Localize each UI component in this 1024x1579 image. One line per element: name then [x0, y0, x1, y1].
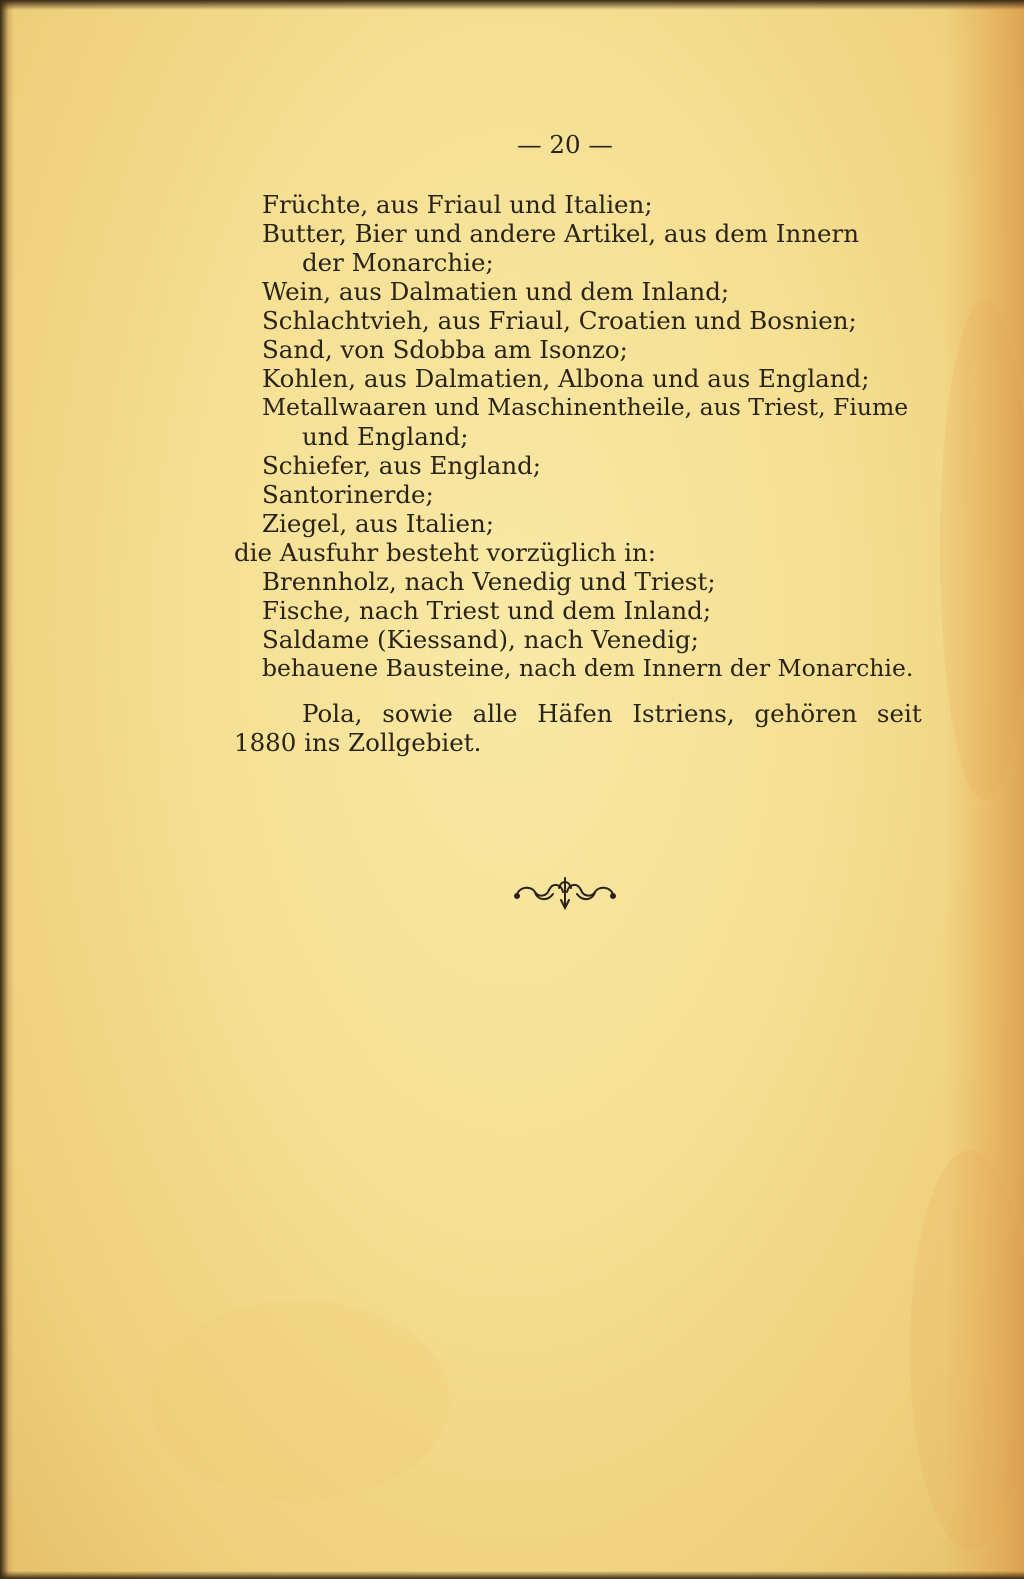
page-edge-bottom — [0, 1571, 1024, 1579]
paragraph-line: Pola, sowie alle Häfen Istriens, gehören seit — [302, 699, 922, 728]
paper-stain — [150, 1300, 450, 1500]
export-line: Brennholz, nach Venedig und Triest; — [262, 567, 716, 596]
paragraph-line: 1880 ins Zollgebiet. — [234, 728, 482, 757]
import-line: Santorinerde; — [262, 480, 434, 509]
export-heading-line: die Ausfuhr besteht vorzüglich in: — [234, 538, 656, 567]
import-line: Früchte, aus Friaul und Italien; — [262, 190, 653, 219]
page-edge-right — [944, 0, 1024, 1579]
import-line: Metallwaaren und Maschinentheile, aus Triest, Fiume — [262, 393, 909, 421]
ornament-flourish — [513, 872, 617, 912]
page-edge-top — [0, 0, 1024, 10]
import-line: Schlachtvieh, aus Friaul, Croatien und Bosnien; — [262, 306, 857, 335]
export-line: Fische, nach Triest und dem Inland; — [262, 596, 712, 625]
import-line: Butter, Bier und andere Artikel, aus dem Innern — [262, 219, 860, 248]
import-line: Schiefer, aus England; — [262, 451, 542, 480]
import-line: Wein, aus Dalmatien und dem Inland; — [262, 277, 730, 306]
export-line: Saldame (Kiessand), nach Venedig; — [262, 625, 699, 654]
export-line: behauene Bausteine, nach dem Innern der Monarchie. — [262, 654, 914, 682]
page-number: — 20 — — [517, 130, 613, 159]
import-line: Ziegel, aus Italien; — [262, 509, 495, 538]
import-line: Kohlen, aus Dalmatien, Albona und aus England; — [262, 364, 870, 393]
import-line: Sand, von Sdobba am Isonzo; — [262, 335, 628, 364]
import-line-continuation: und England; — [302, 422, 469, 451]
page-edge-left — [0, 0, 14, 1579]
import-line-continuation: der Monarchie; — [302, 248, 494, 277]
